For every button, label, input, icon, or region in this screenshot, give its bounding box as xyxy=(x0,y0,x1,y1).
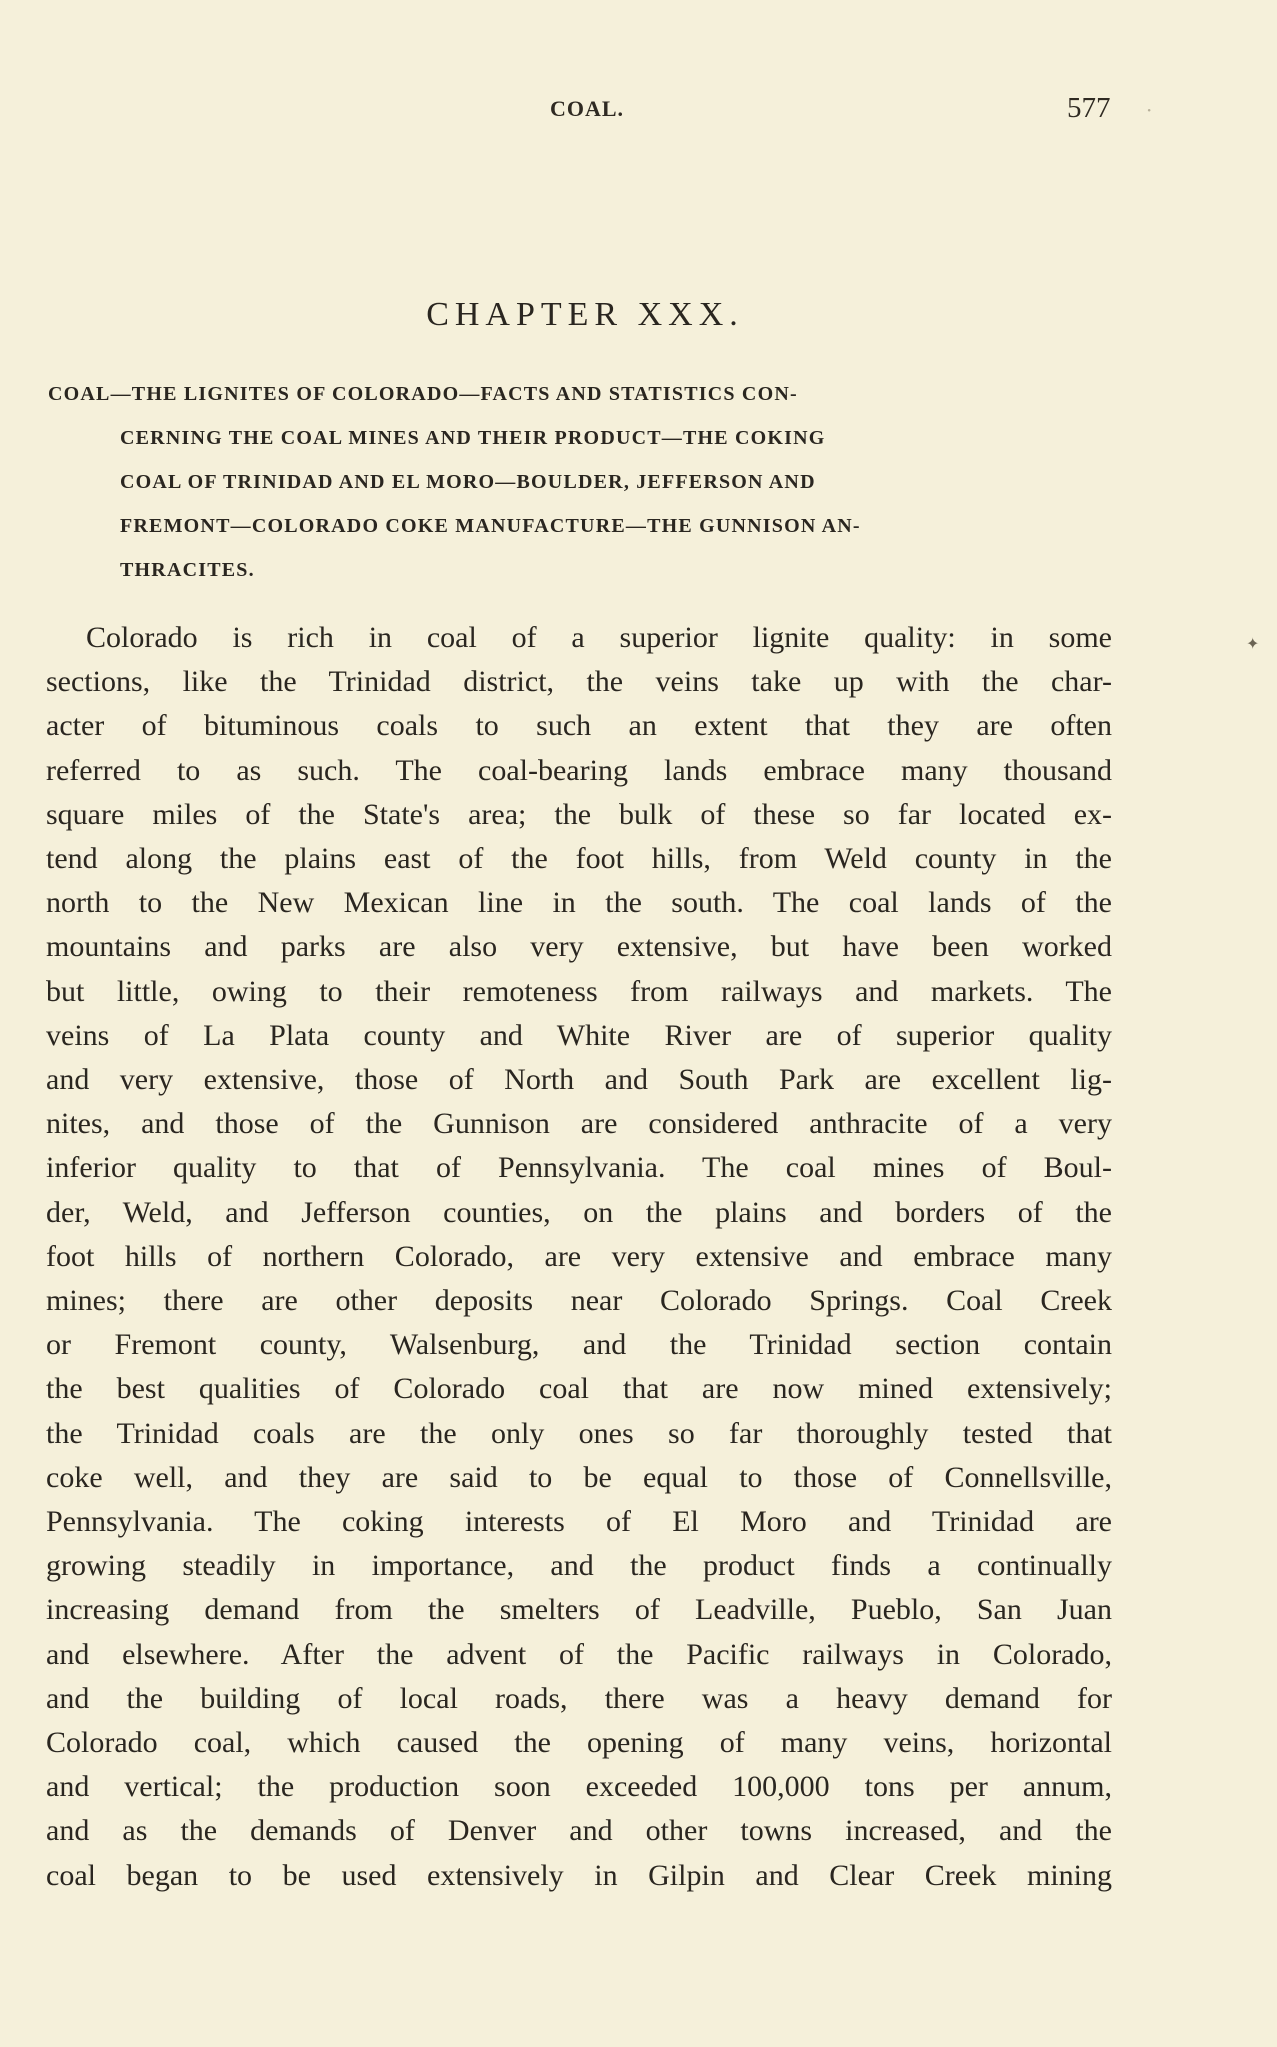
text-line: north to the New Mexican line in the south. The coal lands of the xyxy=(46,886,1112,920)
text-line: coke well, and they are said to be equal to those of Connellsville, xyxy=(46,1460,1112,1494)
text-line: and elsewhere. After the advent of the Pacific railways in Colorado, xyxy=(46,1637,1112,1671)
text-line: der, Weld, and Jefferson counties, on the plains and borders of the xyxy=(46,1195,1112,1229)
edge-mark-icon: · xyxy=(1146,98,1153,122)
text-line: inferior quality to that of Pennsylvania. The coal mines of Boul- xyxy=(46,1151,1112,1185)
summary-line: COAL—THE LIGNITES OF COLORADO—FACTS AND STATISTICS CON- xyxy=(48,383,798,405)
summary-line: COAL OF TRINIDAD AND EL MORO—BOULDER, JEFFERSON AND xyxy=(120,471,816,493)
chapter-title: CHAPTER XXX. xyxy=(426,296,744,333)
text-line: foot hills of northern Colorado, are very extensive and embrace many xyxy=(46,1239,1112,1273)
running-head xyxy=(0,92,1277,136)
text-line: or Fremont county, Walsenburg, and the Trinidad section contain xyxy=(46,1328,1112,1362)
text-line: and very extensive, those of North and South Park are excellent lig- xyxy=(46,1063,1112,1097)
text-line: tend along the plains east of the foot hills, from Weld county in the xyxy=(46,842,1112,876)
text-line: sections, like the Trinidad district, the veins take up with the char- xyxy=(46,665,1112,699)
summary-line: CERNING THE COAL MINES AND THEIR PRODUCT—THE COKING xyxy=(120,427,826,449)
running-title: COAL. xyxy=(550,96,625,121)
text-line: and as the demands of Denver and other towns increased, and the xyxy=(46,1814,1112,1848)
summary-line: THRACITES. xyxy=(120,559,255,581)
text-line: nites, and those of the Gunnison are considered anthracite of a very xyxy=(46,1107,1112,1141)
page-number: 577 xyxy=(1067,92,1111,124)
text-line: veins of La Plata county and White River are of superior quality xyxy=(46,1018,1112,1052)
chapter-summary xyxy=(48,372,1118,592)
text-line: mountains and parks are also very extensive, but have been worked xyxy=(46,930,1112,964)
text-line: the best qualities of Colorado coal that are now mined extensively; xyxy=(46,1372,1112,1406)
text-line: but little, owing to their remoteness from railways and markets. The xyxy=(46,974,1112,1008)
text-line: Colorado coal, which caused the opening of many veins, horizontal xyxy=(46,1726,1112,1760)
body-paragraph xyxy=(46,616,1112,1898)
text-line: growing steadily in importance, and the product finds a continually xyxy=(46,1549,1112,1583)
text-line: Colorado is rich in coal of a superior lignite quality: in some xyxy=(86,621,1112,654)
text-line: and the building of local roads, there was a heavy demand for xyxy=(46,1681,1112,1715)
text-line: Pennsylvania. The coking interests of El Moro and Trinidad are xyxy=(46,1505,1112,1539)
text-line: increasing demand from the smelters of Leadville, Pueblo, San Juan xyxy=(46,1593,1112,1627)
summary-line: FREMONT—COLORADO COKE MANUFACTURE—THE GUNNISON AN- xyxy=(120,515,861,537)
text-line: square miles of the State's area; the bulk of these so far located ex- xyxy=(46,797,1112,831)
margin-mark-icon: ✦ xyxy=(1246,634,1260,653)
text-line: and vertical; the production soon exceeded 100,000 tons per annum, xyxy=(46,1770,1112,1804)
text-line: coal began to be used extensively in Gilpin and Clear Creek mining xyxy=(46,1858,1112,1892)
text-line: the Trinidad coals are the only ones so far thoroughly tested that xyxy=(46,1416,1112,1450)
text-line: acter of bituminous coals to such an extent that they are often xyxy=(46,709,1112,743)
text-line: mines; there are other deposits near Colorado Springs. Coal Creek xyxy=(46,1284,1112,1318)
text-line: referred to as such. The coal-bearing lands embrace many thousand xyxy=(46,753,1112,787)
